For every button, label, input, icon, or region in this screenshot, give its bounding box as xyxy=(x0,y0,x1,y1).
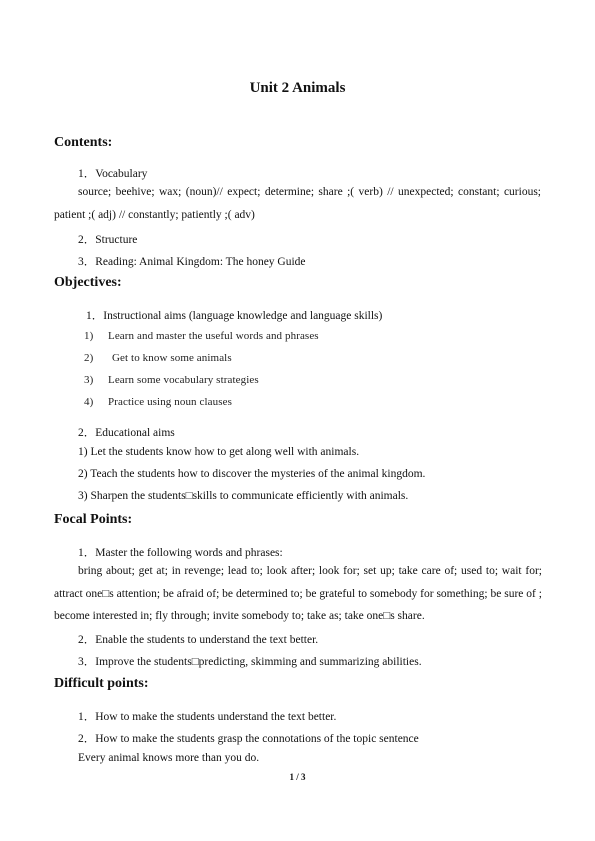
focal-item-abilities: 3．Improve the students□predicting, skimming and summarizing abilities. xyxy=(78,656,422,668)
phrases-text: bring about; get at; in revenge; lead to; look after; look for; set up; take care of; used to; wait for; attract one□s attention; be afraid of; be determined to; be grateful to somebody for something; be sure of ; become interested in; fly through; invite somebody to; take as; take one□s share. xyxy=(54,565,542,622)
vocabulary-text: source; beehive; wax; (noun)// expect; determine; share ;( verb) // unexpected; constant; curious; patient ;( adj) // constantly; patiently ;( adv) xyxy=(54,186,541,221)
objective-subitem: 4) Practice using noun clauses xyxy=(84,396,232,408)
educational-aims: 2．Educational aims xyxy=(78,427,175,439)
objectives-heading: Objectives: xyxy=(54,275,122,290)
educational-aim-item: 3) Sharpen the students□skills to communicate efficiently with animals. xyxy=(78,490,409,502)
difficult-item-connotations: 2．How to make the students grasp the connotations of the topic sentence xyxy=(78,733,419,745)
focal-points-heading: Focal Points: xyxy=(54,512,133,527)
instructional-aims: 1．Instructional aims (language knowledge and language skills) xyxy=(86,310,383,322)
focal-item-words: 1．Master the following words and phrases: xyxy=(78,547,283,559)
page-number: 1 / 3 xyxy=(289,772,306,782)
objective-subitem: 1) Learn and master the useful words and phrases xyxy=(84,330,319,342)
contents-item-structure: 2．Structure xyxy=(78,234,138,246)
difficult-item-understand: 1．How to make the students understand the text better. xyxy=(78,711,337,723)
objective-subitem: 3) Learn some vocabulary strategies xyxy=(84,374,259,386)
page-title: Unit 2 Animals xyxy=(249,80,346,96)
objective-subitem: 2) Get to know some animals xyxy=(84,352,232,364)
topic-sentence: Every animal knows more than you do. xyxy=(78,752,260,764)
contents-item-reading: 3．Reading: Animal Kingdom: The honey Guide xyxy=(78,256,306,268)
educational-aim-item: 1) Let the students know how to get along well with animals. xyxy=(78,446,360,458)
contents-heading: Contents: xyxy=(54,135,113,150)
focal-item-understand: 2．Enable the students to understand the text better. xyxy=(78,634,319,646)
difficult-points-heading: Difficult points: xyxy=(54,676,149,691)
contents-item-vocabulary: 1．Vocabulary xyxy=(78,168,148,180)
educational-aim-item: 2) Teach the students how to discover the mysteries of the animal kingdom. xyxy=(78,468,426,480)
